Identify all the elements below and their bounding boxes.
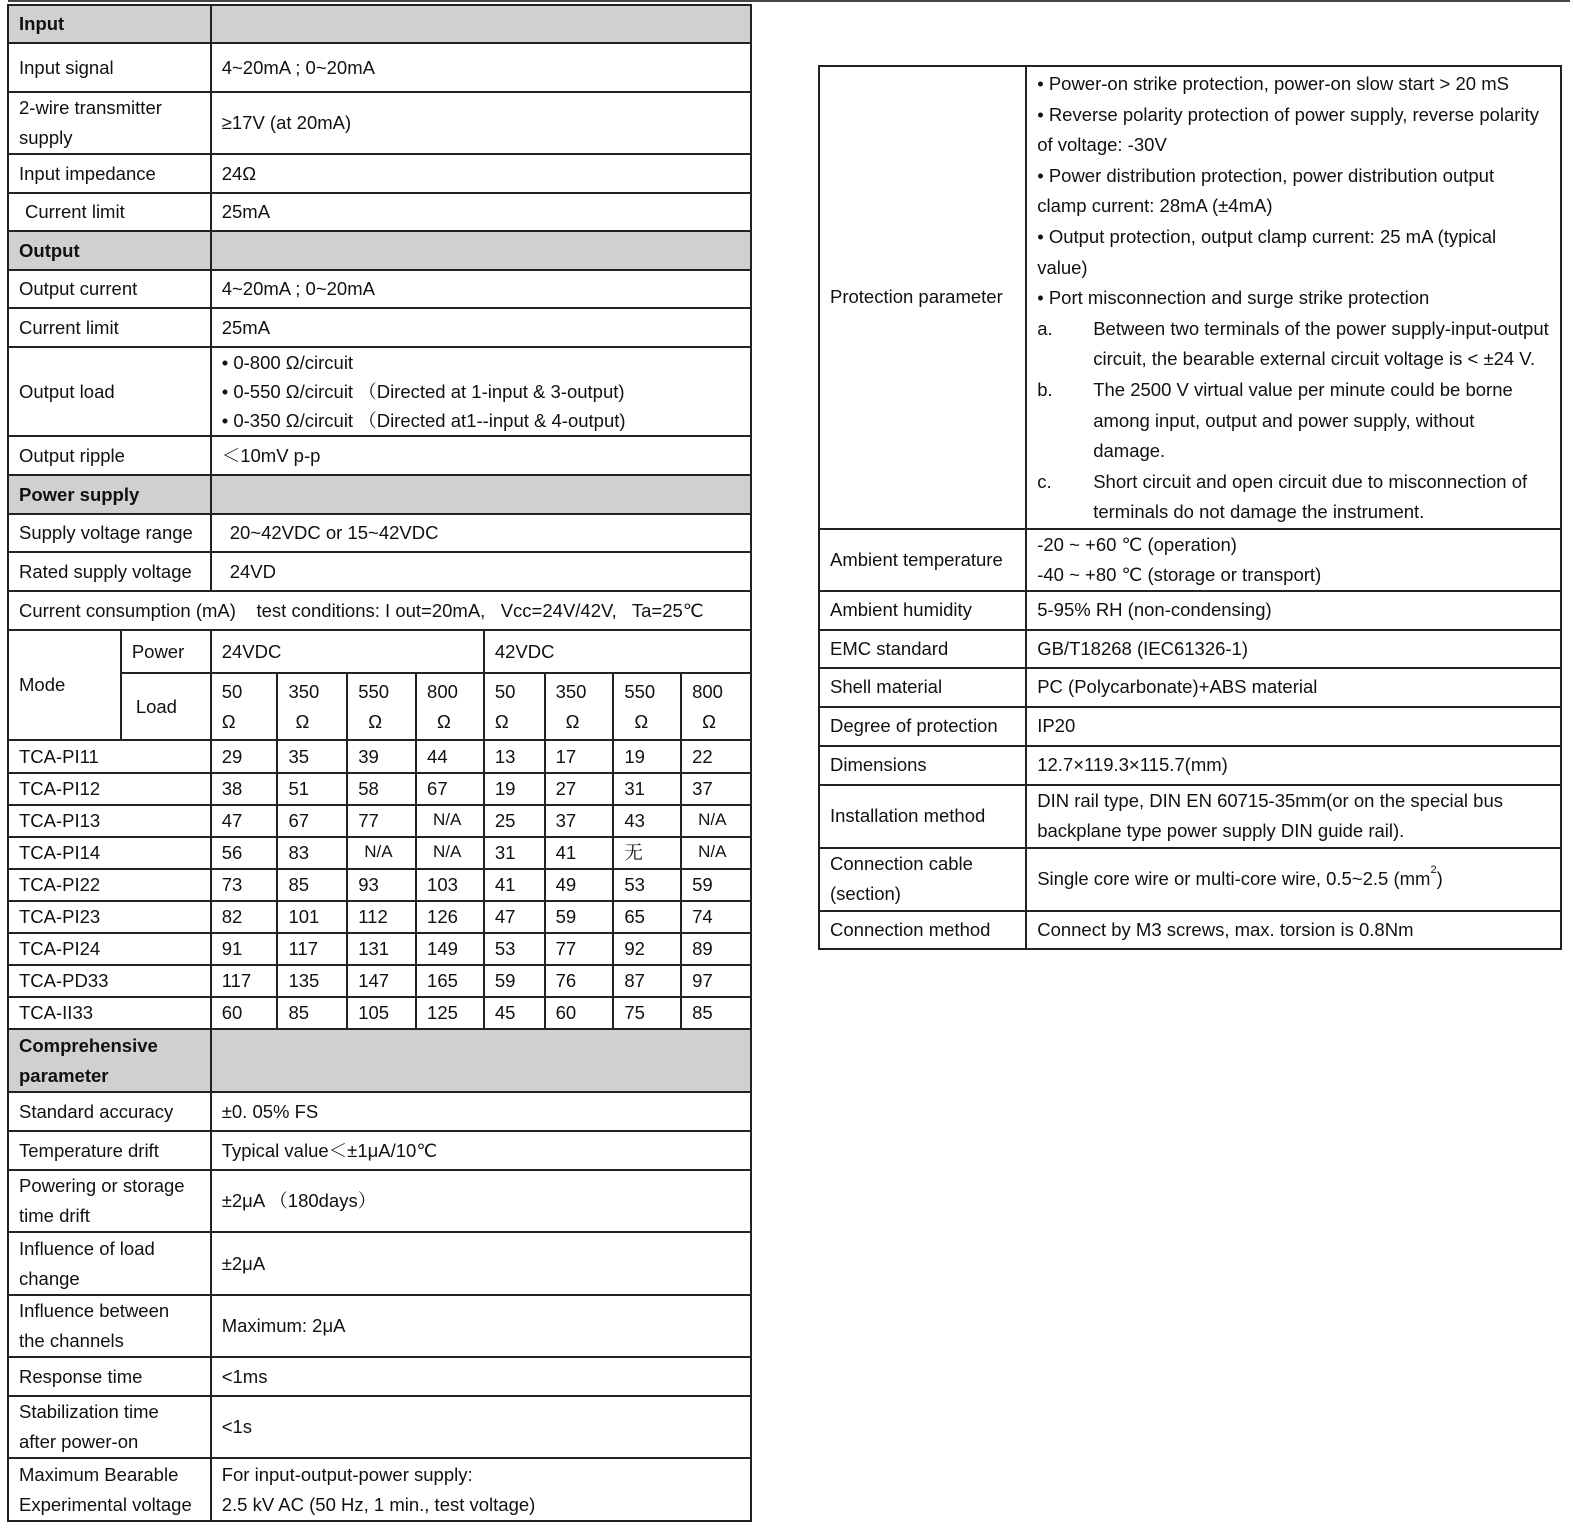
subitem-marker: a. [1037,317,1053,339]
protection-line: • Power-on strike protection, power-on slow start > 20 mS [1037,73,1509,94]
spec-row [8,193,751,231]
consumption-value: 59 [484,965,545,997]
spec-label: Connection method [819,911,1026,949]
spec-label: Shell material [819,668,1026,707]
consumption-value: 165 [416,965,484,997]
consumption-model-row [8,901,751,933]
consumption-value: 59 [681,869,751,901]
section-header-output [8,231,751,270]
spec-value: 12.7×119.3×115.7(mm) [1026,746,1561,785]
consumption-value: 67 [277,805,347,837]
consumption-model-row [8,997,751,1029]
spec-row [819,911,1561,949]
spec-row [819,707,1561,746]
protection-line: clamp current: 28mA (±4mA) [1037,195,1273,217]
spec-label: Current limit [8,193,211,231]
consumption-value: 17 [545,740,614,773]
consumption-model-row [8,805,751,837]
left-spec-table [7,4,752,1522]
load-item: • 0-350 Ω/circuit （Directed at1--input & 4-output) [221,410,626,431]
spec-value: -20 ~ +60 ℃ (operation) -40 ~ +80 ℃ (storage or transport) [1026,529,1561,591]
consumption-value: 31 [484,837,545,869]
spec-label: Temperature drift [8,1131,211,1170]
spec-value: 25mA [211,308,751,347]
protection-subitem [1037,467,1560,528]
spec-value: <1s [211,1396,751,1458]
spec-label: Powering or storage time drift [8,1170,211,1232]
consumption-value: 85 [277,997,347,1029]
consumption-value: 131 [347,933,416,965]
consumption-value: 43 [613,805,681,837]
consumption-value: 82 [211,901,278,933]
spec-label: 2-wire transmitter supply [8,92,211,154]
spec-label: Standard accuracy [8,1092,211,1131]
load-cell: 50 Ω [484,673,545,740]
consumption-value: 44 [416,740,484,773]
consumption-value: 77 [347,805,416,837]
consumption-value: 53 [613,869,681,901]
spec-value: ≥17V (at 20mA) [211,92,751,154]
power-label: Power [121,630,211,673]
consumption-value: 13 [484,740,545,773]
consumption-value: 47 [484,901,545,933]
consumption-value: 38 [211,773,278,805]
consumption-value: 56 [211,837,278,869]
consumption-value: 91 [211,933,278,965]
consumption-value: 27 [545,773,614,805]
section-title: Power supply [8,475,211,514]
voltage-24: 24VDC [211,630,484,673]
spec-value: Single core wire or multi-core wire, 0.5~2.5 $(mm^2)$ [1026,848,1561,911]
consumption-value: 60 [545,997,614,1029]
spec-row [8,347,751,436]
spec-row [8,1396,751,1458]
consumption-value: N/A [416,805,484,837]
consumption-value: 60 [211,997,278,1029]
consumption-value: 87 [613,965,681,997]
model-name: TCA-PI14 [8,837,211,869]
spec-value: 24Ω [211,154,751,193]
spec-label: Output load [8,347,211,436]
load-cell: 800 Ω [416,673,484,740]
consumption-value: N/A [681,805,751,837]
consumption-value: 77 [545,933,614,965]
spec-label: Degree of protection [819,707,1026,746]
consumption-value: 126 [416,901,484,933]
spec-value: Maximum: 2μA [211,1295,751,1357]
spec-row [8,308,751,347]
consumption-value: 47 [211,805,278,837]
spec-row [8,1458,751,1521]
consumption-value: 45 [484,997,545,1029]
spec-row [8,436,751,475]
spec-value [211,347,751,436]
spec-label: Influence of load change [8,1232,211,1295]
consumption-value: 31 [613,773,681,805]
section-title: Output [8,231,211,270]
consumption-value: 112 [347,901,416,933]
spec-label: Dimensions [819,746,1026,785]
consumption-value: 85 [681,997,751,1029]
consumption-value: 73 [211,869,278,901]
spec-value: GB/T18268 (IEC61326-1) [1026,630,1561,668]
load-cell: 800 Ω [681,673,751,740]
spec-value: PC (Polycarbonate)+ABS material [1026,668,1561,707]
protection-line: • Reverse polarity protection of power supply, reverse polarity [1037,103,1539,125]
protection-details [1026,66,1561,529]
spec-row [819,630,1561,668]
spec-value: <1ms [211,1357,751,1396]
protection-line: • Power distribution protection, power distribution output [1037,164,1495,186]
consumption-value: 25 [484,805,545,837]
spec-row [819,785,1561,848]
consumption-value: 59 [545,901,614,933]
right-spec-table [818,65,1562,950]
section-header-input [8,5,751,43]
consumption-value: 22 [681,740,751,773]
model-name: TCA-PI23 [8,901,211,933]
spec-label: Ambient humidity [819,591,1026,630]
spec-row [819,668,1561,707]
spec-label: Input signal [8,43,211,92]
spec-row [819,746,1561,785]
subitem-text: Short circuit and open circuit due to misconnection of terminals do not damage the instrument. [1093,470,1528,523]
consumption-model-row [8,740,751,773]
spec-value: 24VD [211,552,751,591]
model-name: TCA-PI12 [8,773,211,805]
consumption-value: 92 [613,933,681,965]
spec-row [8,43,751,92]
consumption-conditions: Current consumption (mA) test conditions: I out=20mA, Vcc=24V/42V, Ta=25℃ [8,591,751,630]
spec-label: Response time [8,1357,211,1396]
consumption-value: 无 [613,837,681,869]
consumption-value: 67 [416,773,484,805]
spec-row [8,1170,751,1232]
spec-label: Protection parameter [819,66,1026,529]
spec-value: IP20 [1026,707,1561,746]
consumption-value: 149 [416,933,484,965]
consumption-model-row [8,869,751,901]
load-cell: 550 Ω [347,673,416,740]
spec-value: For input-output-power supply: 2.5 kV AC (50 Hz, 1 min., test voltage) [211,1458,751,1521]
section-header-power [8,475,751,514]
consumption-value: 53 [484,933,545,965]
model-name: TCA-II33 [8,997,211,1029]
consumption-value: 41 [545,837,614,869]
section-title: Comprehensive parameter [8,1029,211,1092]
consumption-value: N/A [681,837,751,869]
spec-value: 20~42VDC or 15~42VDC [211,514,751,552]
consumption-value: 117 [277,933,347,965]
spec-value: Typical value＜±1μA/10℃ [211,1131,751,1170]
load-cell: 350 Ω [277,673,347,740]
spec-row [8,514,751,552]
load-item: • 0-800 Ω/circuit [221,352,354,373]
consumption-value: 19 [613,740,681,773]
consumption-value: 35 [277,740,347,773]
model-name: TCA-PI22 [8,869,211,901]
consumption-value: 65 [613,901,681,933]
consumption-header-row [8,630,751,673]
consumption-value: 93 [347,869,416,901]
spec-row [819,591,1561,630]
consumption-value: 41 [484,869,545,901]
consumption-value: 135 [277,965,347,997]
spec-row [8,1357,751,1396]
consumption-value: 85 [277,869,347,901]
consumption-value: 19 [484,773,545,805]
consumption-value: 29 [211,740,278,773]
consumption-row [8,591,751,630]
spec-value: 4~20mA ; 0~20mA [211,43,751,92]
spec-label: Supply voltage range [8,514,211,552]
subitem-marker: b. [1037,378,1053,400]
spec-row [8,1092,751,1131]
spec-value: ＜10mV p-p [211,436,751,475]
spec-row [8,92,751,154]
load-cell: 50 Ω [211,673,278,740]
consumption-value: 49 [545,869,614,901]
protection-line: of voltage: -30V [1037,134,1167,156]
consumption-value: 51 [277,773,347,805]
spec-label: Maximum Bearable Experimental voltage [8,1458,211,1521]
subitem-text: Between two terminals of the power supply-input-output circuit, the bearable external circuit voltage is < ±24 V. [1093,317,1549,370]
spec-row [819,529,1561,591]
consumption-value: 58 [347,773,416,805]
load-cell: 550 Ω [613,673,681,740]
spec-value: ±2μA （180days） [211,1170,751,1232]
spec-row [8,1295,751,1357]
spec-row [8,552,751,591]
spec-value: ±0. 05% FS [211,1092,751,1131]
spec-value: DIN rail type, DIN EN 60715-35mm(or on the special bus backplane type power supply DIN guide rail). [1026,785,1561,848]
spec-row [8,154,751,193]
spec-row [819,848,1561,911]
spec-label: Connection cable (section) [819,848,1026,911]
spec-label: Ambient temperature [819,529,1026,591]
model-name: TCA-PD33 [8,965,211,997]
consumption-value: 125 [416,997,484,1029]
consumption-value: 37 [681,773,751,805]
spec-value: 25mA [211,193,751,231]
voltage-42: 42VDC [484,630,751,673]
section-header-comprehensive [8,1029,751,1092]
consumption-model-row [8,837,751,869]
consumption-value: N/A [347,837,416,869]
spec-label: EMC standard [819,630,1026,668]
spec-row [8,1232,751,1295]
mode-label: Mode [8,630,121,740]
consumption-value: 76 [545,965,614,997]
spec-label: Output ripple [8,436,211,475]
spec-label: Input impedance [8,154,211,193]
load-label: Load [121,673,211,740]
subitem-marker: c. [1037,470,1052,492]
protection-subitem [1037,375,1560,467]
spec-value: 5-95% RH (non-condensing) [1026,591,1561,630]
model-name: TCA-PI13 [8,805,211,837]
spec-row [8,1131,751,1170]
consumption-value: 37 [545,805,614,837]
section-title: Input [8,5,211,43]
spec-value: ±2μA [211,1232,751,1295]
consumption-value: 103 [416,869,484,901]
model-name: TCA-PI11 [8,740,211,773]
spec-label: Current limit [8,308,211,347]
consumption-value: 97 [681,965,751,997]
consumption-value: 105 [347,997,416,1029]
consumption-value: 147 [347,965,416,997]
consumption-value: N/A [416,837,484,869]
spec-label: Output current [8,270,211,308]
spec-value: Connect by M3 screws, max. torsion is 0.8Nm [1026,911,1561,949]
protection-line: • Port misconnection and surge strike protection [1037,287,1430,309]
spec-label: Installation method [819,785,1026,848]
consumption-value: 39 [347,740,416,773]
protection-subitem [1037,314,1560,375]
spec-value: 4~20mA ; 0~20mA [211,270,751,308]
load-cell: 350 Ω [545,673,614,740]
spec-label: Rated supply voltage [8,552,211,591]
subitem-text: The 2500 V virtual value per minute could be borne among input, output and power supply, without damage. [1093,378,1513,462]
consumption-value: 83 [277,837,347,869]
spec-label: Stabilization time after power-on [8,1396,211,1458]
consumption-model-row [8,933,751,965]
load-item: • 0-550 Ω/circuit （Directed at 1-input & 3-output) [221,381,625,402]
spec-row [8,270,751,308]
spec-label: Influence between the channels [8,1295,211,1357]
consumption-value: 101 [277,901,347,933]
top-rule [8,0,1570,2]
protection-line: value) [1037,256,1088,278]
model-name: TCA-PI24 [8,933,211,965]
consumption-value: 74 [681,901,751,933]
consumption-model-row [8,773,751,805]
consumption-value: 89 [681,933,751,965]
consumption-value: 75 [613,997,681,1029]
protection-line: • Output protection, output clamp current: 25 mA (typical [1037,225,1497,247]
consumption-value: 117 [211,965,278,997]
spec-row [819,66,1561,529]
consumption-model-row [8,965,751,997]
